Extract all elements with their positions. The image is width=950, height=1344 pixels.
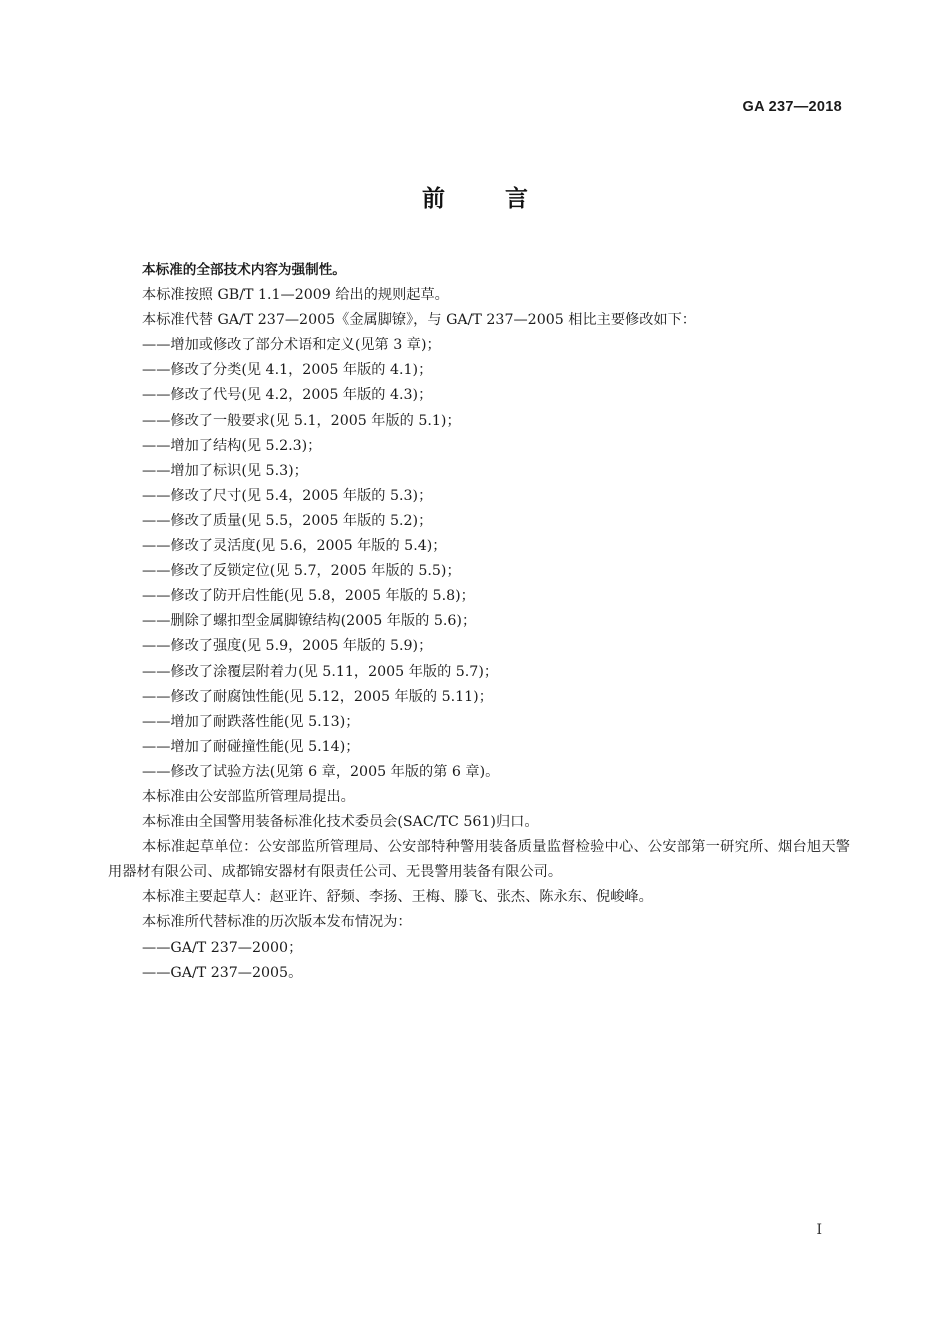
- paragraph-replacement: 本标准代替 GA/T 237—2005《金属脚镣》，与 GA/T 237—2005 相比主要修改如下：: [142, 312, 696, 329]
- paragraph-previous-editions: 本标准所代替标准的历次版本发布情况为：: [142, 914, 412, 931]
- list-item: ——删除了螺扣型金属脚镣结构(2005 年版的 5.6)；: [142, 613, 477, 630]
- list-item: ——修改了一般要求(见 5.1，2005 年版的 5.1)；: [142, 412, 461, 429]
- list-item: ——修改了分类(见 4.1，2005 年版的 4.1)；: [142, 362, 433, 379]
- paragraph-responsible-committee: 本标准由全国警用装备标准化技术委员会(SAC/TC 561)归口。: [142, 814, 539, 831]
- list-item: ——修改了质量(见 5.5，2005 年版的 5.2)；: [142, 512, 433, 529]
- list-item: ——GA/T 237—2005。: [142, 964, 303, 981]
- list-item: ——修改了耐腐蚀性能(见 5.12，2005 年版的 5.11)；: [142, 688, 493, 705]
- list-item: ——修改了反锁定位(见 5.7，2005 年版的 5.5)；: [142, 563, 461, 580]
- list-item: ——修改了尺寸(见 5.4，2005 年版的 5.3)；: [142, 487, 433, 504]
- paragraph-mandatory-statement: 本标准的全部技术内容为强制性。: [142, 262, 346, 278]
- page-number: I: [816, 1222, 822, 1238]
- list-item: ——增加了标识(见 5.3)；: [142, 462, 308, 479]
- list-item: ——修改了代号(见 4.2，2005 年版的 4.3)；: [142, 387, 433, 404]
- paragraph-proposer: 本标准由公安部监所管理局提出。: [142, 788, 355, 805]
- standard-code: GA 237—2018: [742, 99, 842, 115]
- list-item: ——修改了涂覆层附着力(见 5.11，2005 年版的 5.7)；: [142, 663, 499, 680]
- paragraph-drafting-units: 本标准起草单位：公安部监所管理局、公安部特种警用装备质量监督检验中心、公安部第一研究所、烟台旭天警用器材有限公司、成都锦安器材有限责任公司、无畏警用装备有限公司。: [108, 839, 850, 881]
- list-item: ——增加了耐碰撞性能(见 5.14)；: [142, 738, 360, 755]
- list-item: ——修改了强度(见 5.9，2005 年版的 5.9)；: [142, 638, 433, 655]
- list-item: ——修改了试验方法(见第 6 章，2005 年版的第 6 章)。: [142, 763, 500, 780]
- list-item: ——修改了灵活度(见 5.6，2005 年版的 5.4)；: [142, 538, 447, 555]
- list-item: ——修改了防开启性能(见 5.8，2005 年版的 5.8)；: [142, 588, 475, 605]
- list-item: ——增加了结构(见 5.2.3)；: [142, 437, 322, 454]
- page-title: 前言: [422, 186, 588, 212]
- list-item: ——增加或修改了部分术语和定义(见第 3 章)；: [142, 337, 441, 354]
- list-item: ——增加了耐跌落性能(见 5.13)；: [142, 713, 360, 730]
- paragraph-drafters: 本标准主要起草人：赵亚许、舒频、李扬、王梅、滕飞、张杰、陈永东、倪峻峰。: [142, 889, 653, 906]
- list-item: ——GA/T 237—2000；: [142, 939, 303, 956]
- paragraph-drafting-rules: 本标准按照 GB/T 1.1—2009 给出的规则起草。: [142, 287, 449, 304]
- foreword-body: [108, 258, 850, 986]
